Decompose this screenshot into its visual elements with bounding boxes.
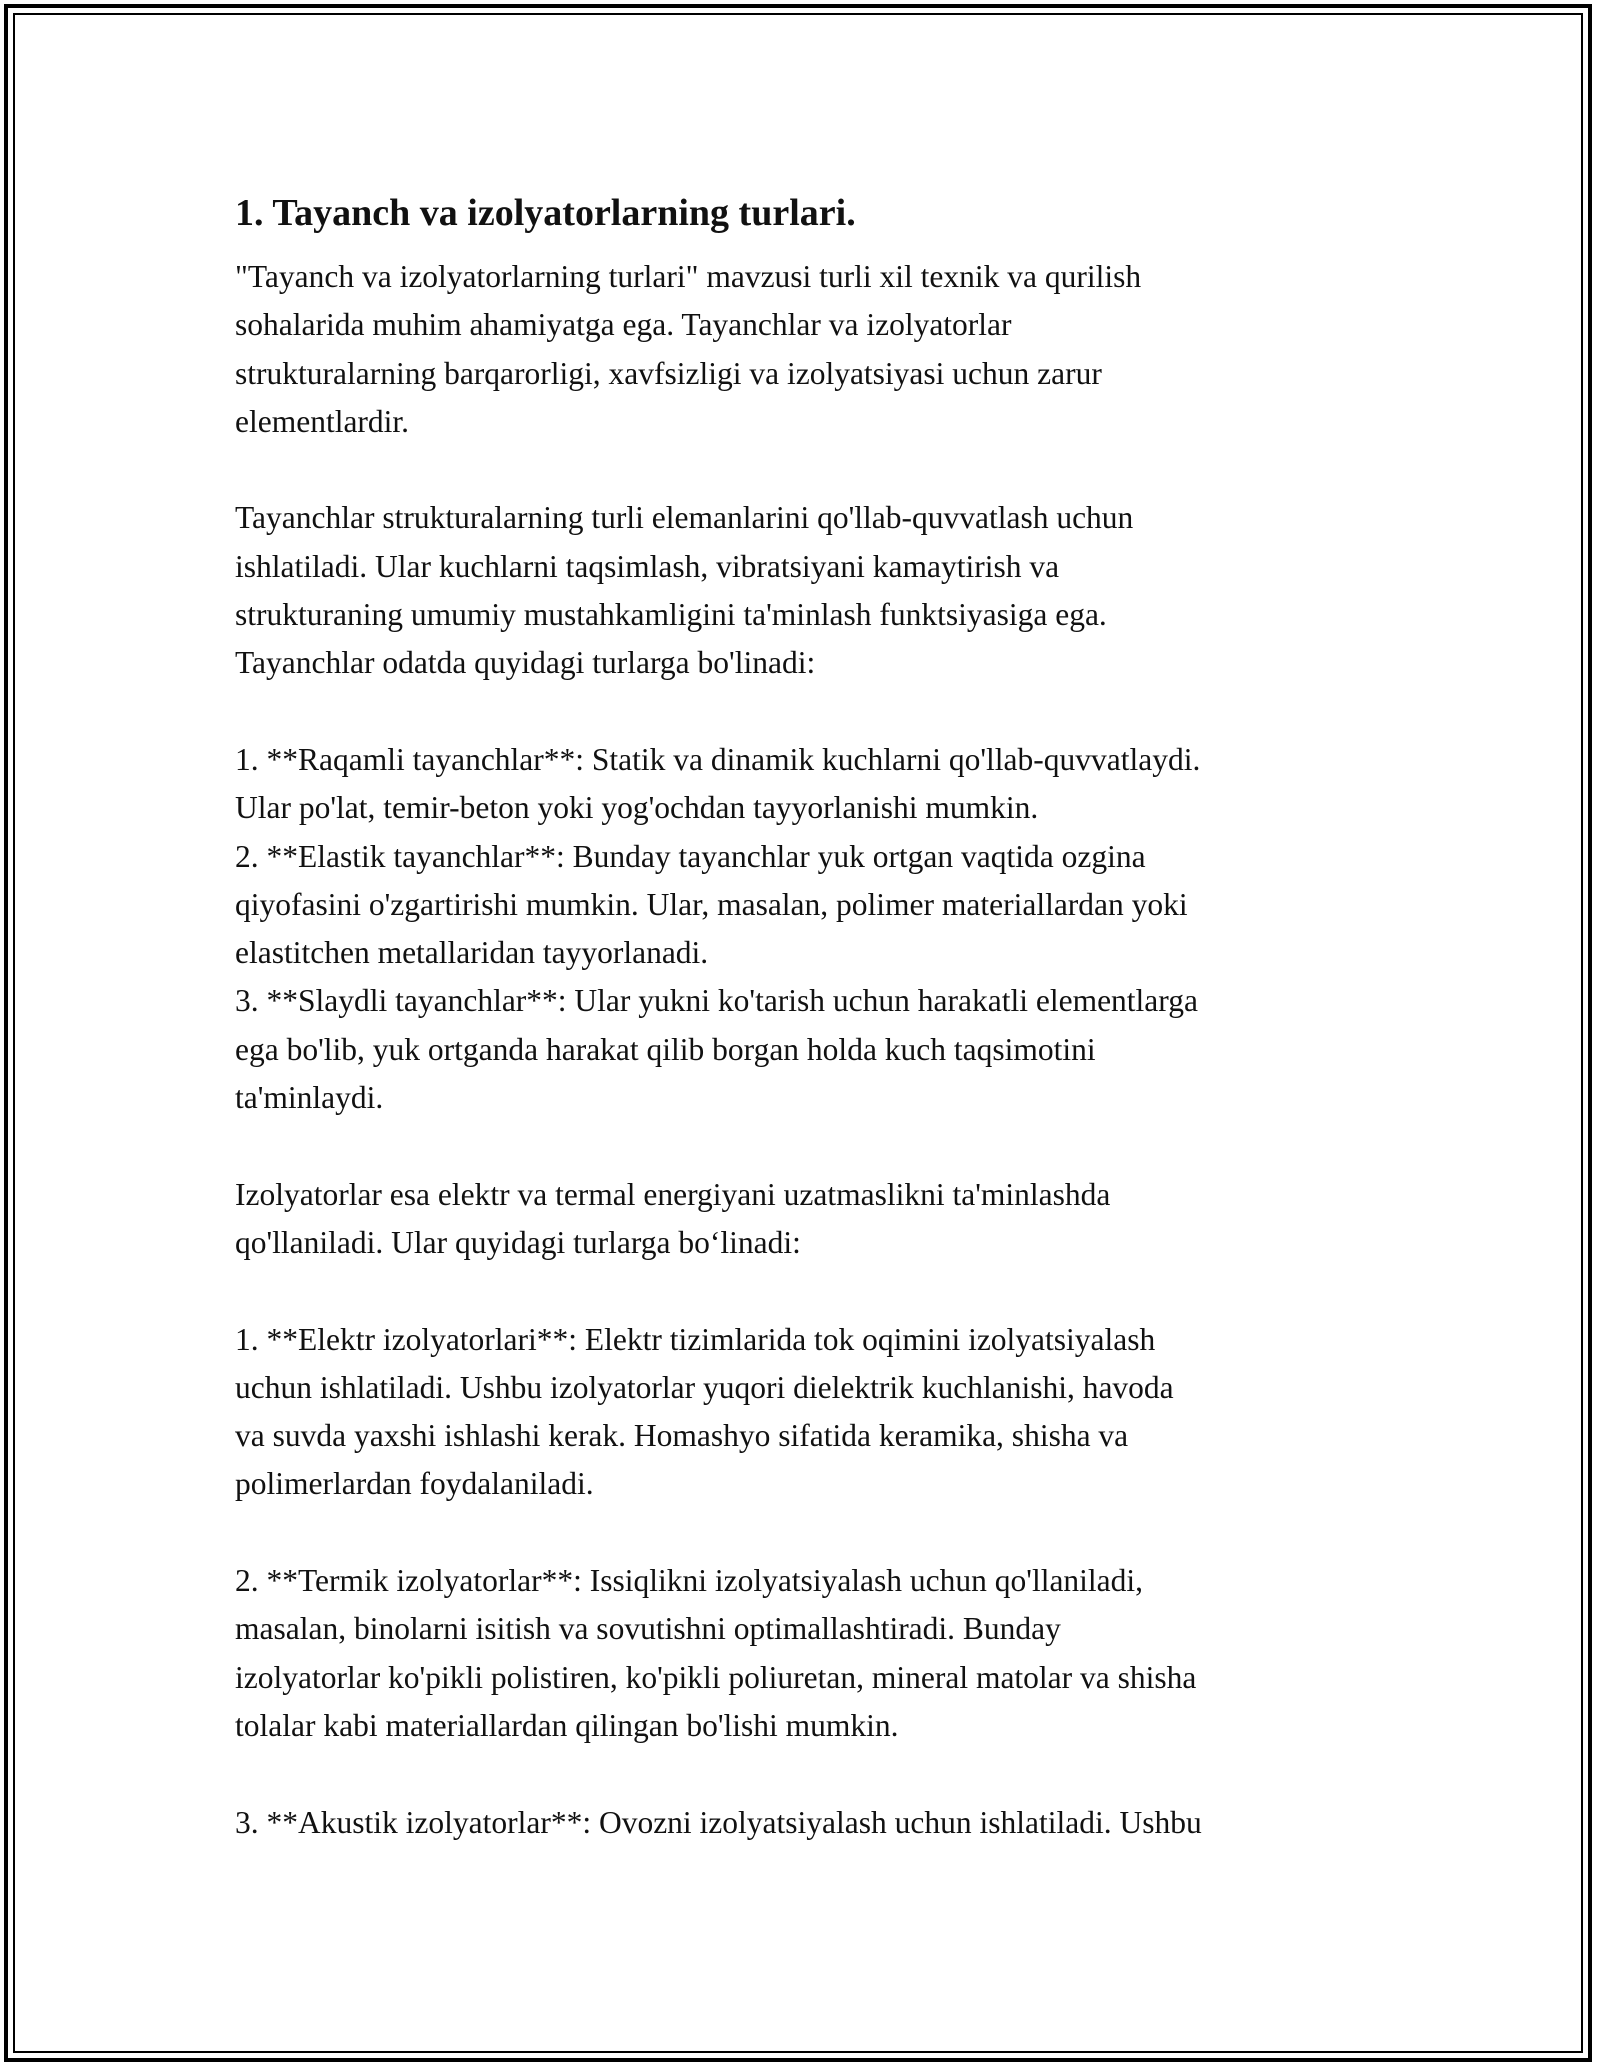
paragraph-gap [235, 446, 1375, 494]
list-item: 3. **Slaydli tayanchlar**: Ular yukni ko'tarish uchun harakatli elementlarga [235, 983, 1198, 1019]
text-line: qiyofasini o'zgartirishi mumkin. Ular, masalan, polimer materiallardan yoki [235, 886, 1188, 922]
text-line: tolalar kabi materiallardan qilingan bo'lishi mumkin. [235, 1707, 899, 1743]
insulators-intro-paragraph [235, 1171, 1375, 1268]
paragraph-gap [235, 688, 1375, 736]
text-line: "Tayanch va izolyatorlarning turlari" mavzusi turli xil texnik va qurilish [235, 259, 1142, 294]
text-line: sohalarida muhim ahamiyatga ega. Tayanchlar va izolyatorlar [235, 307, 1012, 343]
text-line: izolyatorlar ko'pikli polistiren, ko'pikli poliuretan, mineral matolar va shisha [235, 1659, 1197, 1695]
paragraph-gap [235, 1509, 1375, 1557]
text-line: Tayanchlar odatda quyidagi turlarga bo'linadi: [235, 645, 816, 681]
text-line: ta'minlaydi. [235, 1080, 384, 1116]
text-line: polimerlardan foydalaniladi. [235, 1466, 594, 1502]
supports-list [235, 736, 1375, 1122]
text-line: qo'llaniladi. Ular quyidagi turlarga bo‘linadi: [235, 1224, 801, 1260]
text-line: strukturaning umumiy mustahkamligini ta'minlash funktsiyasiga ega. [235, 597, 1107, 633]
list-item: 1. **Raqamli tayanchlar**: Statik va dinamik kuchlarni qo'llab-quvvatlaydi. [235, 741, 1201, 777]
acoustic-insulators-paragraph [235, 1799, 1375, 1847]
text-line: Izolyatorlar esa elektr va termal energiyani uzatmaslikni ta'minlashda [235, 1176, 1111, 1212]
text-line: va suvda yaxshi ishlashi kerak. Homashyo sifatida keramika, shisha va [235, 1418, 1129, 1454]
paragraph-gap [235, 1750, 1375, 1798]
text-line: ishlatiladi. Ular kuchlarni taqsimlash, vibratsiyani kamaytirish va [235, 548, 1060, 584]
paragraph-gap [235, 1267, 1375, 1315]
document-body [235, 185, 1375, 1847]
text-line: elementlardir. [235, 403, 410, 439]
text-line: uchun ishlatiladi. Ushbu izolyatorlar yuqori dielektrik kuchlanishi, havoda [235, 1369, 1174, 1405]
list-item: 2. **Termik izolyatorlar**: Issiqlikni izolyatsiyalash uchun qo'llaniladi, [235, 1563, 1144, 1599]
list-item: 3. **Akustik izolyatorlar**: Ovozni izolyatsiyalash uchun ishlatiladi. Ushbu [235, 1804, 1202, 1840]
intro-paragraph [235, 253, 1375, 446]
text-line: elastitchen metallaridan tayyorlanadi. [235, 935, 709, 971]
supports-intro-paragraph [235, 494, 1375, 687]
list-item: 2. **Elastik tayanchlar**: Bunday tayanchlar yuk ortgan vaqtida ozgina [235, 838, 1146, 874]
document-title: 1. Tayanch va izolyatorlarning turlari. [235, 192, 856, 234]
text-line: strukturalarning barqarorligi, xavfsizligi va izolyatsiyasi uchun zarur [235, 355, 1102, 391]
electric-insulators-paragraph [235, 1316, 1375, 1509]
text-line: Ular po'lat, temir-beton yoki yog'ochdan tayyorlanishi mumkin. [235, 790, 1039, 826]
text-line: Tayanchlar strukturalarning turli elemanlarini qo'llab-quvvatlash uchun [235, 500, 1134, 536]
thermal-insulators-paragraph [235, 1557, 1375, 1750]
paragraph-gap [235, 1122, 1375, 1170]
text-line: ega bo'lib, yuk ortganda harakat qilib borgan holda kuch taqsimotini [235, 1031, 1096, 1067]
list-item: 1. **Elektr izolyatorlari**: Elektr tizimlarida tok oqimini izolyatsiyalash [235, 1321, 1156, 1357]
text-line: masalan, binolarni isitish va sovutishni optimallashtiradi. Bunday [235, 1611, 1061, 1647]
